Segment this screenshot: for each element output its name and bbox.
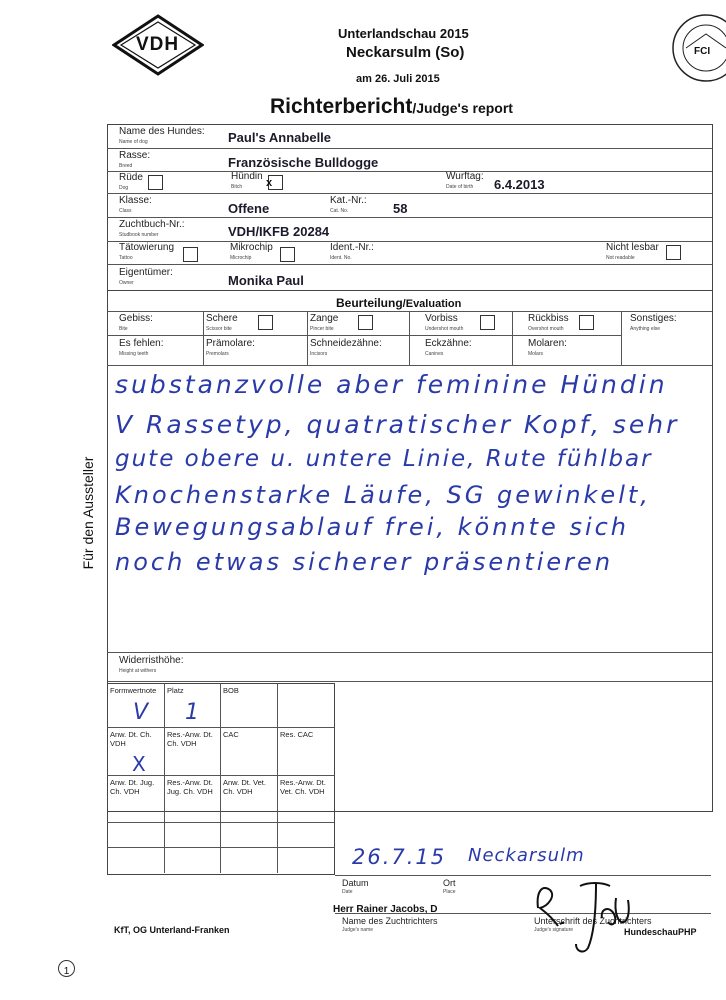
evaluation-title: [336, 294, 461, 312]
date-handwritten: 26.7.15: [352, 845, 447, 869]
page-number: [58, 960, 75, 977]
scissor-label: Schere: [206, 313, 238, 324]
grade-cell-bob: BOB: [223, 686, 239, 695]
other-sub: Anything else: [630, 326, 661, 332]
divider: [409, 311, 410, 365]
page-title: [270, 95, 513, 119]
divider: [107, 365, 712, 366]
ident-sub: Ident. No.: [330, 255, 352, 261]
divider: [220, 683, 221, 873]
undershot-sub: Undershot mouth: [425, 326, 464, 332]
divider: [107, 264, 712, 265]
sign-label: Unterschrift des Zuchtrichters: [534, 916, 652, 926]
owner-sub: Owner: [119, 280, 134, 286]
club-name: KfT, OG Unterland-Franken: [114, 925, 230, 935]
pincer-sub: Pincer bite: [310, 326, 334, 332]
grade-cell-res-cac: Res. CAC: [280, 730, 314, 739]
premolars-label: Prämolare:: [206, 338, 255, 349]
catno-value: 58: [393, 201, 408, 216]
overshot-sub: Overshot mouth: [528, 326, 564, 332]
divider: [107, 652, 712, 653]
unreadable-sub: Not readable: [606, 255, 635, 261]
sign-sub: Judge's signature: [534, 927, 574, 933]
software-name: HundeschauPHP: [624, 927, 697, 937]
molars-label: Molaren:: [528, 338, 567, 349]
studbook-label: Zuchtbuch-Nr.:: [119, 219, 185, 230]
class-value: Offene: [228, 201, 270, 216]
event-title: Unterlandschau 2015: [338, 26, 469, 41]
incisors-sub: Incisors: [310, 351, 328, 357]
divider: [107, 727, 334, 728]
grade-cell-platz: Platz: [167, 686, 184, 695]
overshot-label: Rückbiss: [528, 313, 569, 324]
divider: [107, 335, 622, 336]
class-sub: Class: [119, 208, 132, 214]
place-sub: Place: [443, 889, 456, 895]
withers-label: Widerristhöhe:: [119, 655, 184, 666]
grade-mark-anw-dt-ch: X: [132, 752, 149, 776]
tattoo-checkbox[interactable]: [183, 247, 198, 262]
date-sub: Date: [342, 889, 353, 895]
premolars-sub: Premolars: [206, 351, 229, 357]
divider: [107, 847, 334, 848]
date-label: Datum: [342, 878, 369, 888]
undershot-checkbox[interactable]: [480, 315, 495, 330]
dog-name: Paul's Annabelle: [228, 130, 332, 145]
fci-seal-text: FCI: [694, 46, 711, 57]
divider: [107, 171, 712, 172]
studbook-value: VDH/IKFB 20284: [228, 224, 330, 239]
signature-line: [335, 913, 711, 914]
male-sub: Dog: [119, 185, 129, 191]
microchip-checkbox[interactable]: [280, 247, 295, 262]
molars-sub: Molars: [528, 351, 544, 357]
evaluation-title-en: /Evaluation: [402, 298, 462, 310]
divider: [203, 311, 204, 365]
canines-label: Eckzähne:: [425, 338, 472, 349]
birth-sub: Date of birth: [446, 184, 474, 190]
title-de: Richterbericht: [270, 95, 413, 118]
tattoo-sub: Tattoo: [119, 255, 133, 261]
female-sub: Bitch: [231, 184, 243, 190]
pincer-checkbox[interactable]: [358, 315, 373, 330]
microchip-label: Mikrochip: [230, 242, 273, 253]
scissor-checkbox[interactable]: [258, 315, 273, 330]
birth-value: 6.4.2013: [494, 177, 545, 192]
divider: [277, 683, 278, 873]
event-date: am 26. Juli 2015: [356, 73, 440, 85]
grade-cell-formwertnote: Formwertnote: [110, 686, 157, 695]
title-en: /Judge's report: [412, 100, 513, 116]
judge-signature: [530, 878, 640, 958]
withers-sub: Height at withers: [119, 668, 157, 674]
studbook-sub: Studbook number: [119, 232, 159, 238]
canines-sub: Canines: [425, 351, 444, 357]
owner-label: Eigentümer:: [119, 267, 173, 278]
judge-sub: Judge's name: [342, 927, 373, 933]
unreadable-label: Nicht lesbar: [606, 242, 659, 253]
fci-seal: [670, 12, 726, 84]
microchip-sub: Microchip: [230, 255, 252, 261]
report-line-4: Knochenstarke Läufe, SG gewinkelt,: [115, 481, 651, 509]
report-line-6: noch etwas sicherer präsentieren: [115, 548, 614, 576]
overshot-checkbox[interactable]: [579, 315, 594, 330]
bite-sub: Bite: [119, 326, 128, 332]
divider: [107, 822, 334, 823]
female-mark: x: [266, 177, 273, 189]
judge-label: Name des Zuchtrichters: [342, 916, 438, 926]
signature-line: [335, 875, 711, 876]
divider: [107, 148, 712, 149]
judge-name: Herr Rainer Jacobs, D: [333, 904, 438, 915]
vdh-logo-text: VDH: [136, 34, 180, 55]
tattoo-label: Tätowierung: [119, 242, 175, 253]
missing-sub: Missing teeth: [119, 351, 149, 357]
report-line-2: V Rassetyp, quatratischer Kopf, sehr: [115, 410, 680, 439]
divider: [512, 311, 513, 365]
divider: [164, 683, 165, 873]
grade-cell-res-anw-dt-ch: Res.-Anw. Dt. Ch. VDH: [167, 730, 213, 748]
event-location: Neckarsulm (So): [346, 44, 465, 61]
male-checkbox[interactable]: [148, 175, 163, 190]
grade-cell-cac: CAC: [223, 730, 239, 739]
name-label: Name des Hundes:: [119, 126, 205, 137]
bite-label: Gebiss:: [119, 313, 153, 324]
grade-cell-anw-dt-ch: Anw. Dt. Ch. VDH: [110, 730, 152, 748]
evaluation-title-de: Beurteilung: [336, 296, 403, 310]
divider: [621, 311, 622, 365]
breed-value: Französische Bulldogge: [228, 155, 379, 170]
catno-sub: Cat. No.: [330, 208, 349, 214]
grade-cell-anw-vet: Anw. Dt. Vet. Ch. VDH: [223, 778, 266, 796]
divider: [107, 681, 712, 682]
breed-sub: Breed: [119, 163, 133, 169]
divider: [107, 193, 712, 194]
incisors-label: Schneidezähne:: [310, 338, 382, 349]
catno-label: Kat.-Nr.:: [330, 195, 367, 206]
place-handwritten: Neckarsulm: [468, 845, 585, 866]
breed-label: Rasse:: [119, 150, 151, 161]
male-label: Rüde: [119, 172, 143, 183]
grade-cell-anw-jug: Anw. Dt. Jug. Ch. VDH: [110, 778, 155, 796]
ident-label: Ident.-Nr.:: [330, 242, 374, 253]
place-label: Ort: [443, 878, 456, 888]
birth-label: Wurftag:: [446, 171, 484, 182]
divider: [107, 217, 712, 218]
female-label: Hündin: [231, 171, 263, 182]
report-line-1: substanzvolle aber feminine Hündin: [115, 370, 668, 399]
divider: [307, 311, 308, 365]
missing-label: Es fehlen:: [119, 338, 164, 349]
undershot-label: Vorbiss: [425, 313, 458, 324]
pincer-label: Zange: [310, 313, 339, 324]
grade-mark-formwertnote: V: [133, 700, 152, 725]
side-label: Für den Aussteller: [80, 456, 96, 570]
scissor-sub: Scissor bite: [206, 326, 232, 332]
vdh-logo: [112, 14, 204, 76]
owner-value: Monika Paul: [228, 273, 304, 288]
grade-mark-platz: 1: [185, 700, 202, 725]
report-line-3: gute obere u. untere Linie, Rute fühlbar: [115, 446, 653, 472]
class-label: Klasse:: [119, 195, 152, 206]
page-number-text: 1: [63, 966, 70, 977]
report-line-5: Bewegungsablauf frei, könnte sich: [115, 513, 630, 541]
other-label: Sonstiges:: [630, 313, 677, 324]
divider: [107, 290, 712, 291]
grade-cell-res-anw-vet: Res.-Anw. Dt. Vet. Ch. VDH: [280, 778, 326, 796]
name-sub: Name of dog: [119, 139, 148, 145]
unreadable-checkbox[interactable]: [666, 245, 681, 260]
grade-cell-res-anw-jug: Res.-Anw. Dt. Jug. Ch. VDH: [167, 778, 213, 796]
